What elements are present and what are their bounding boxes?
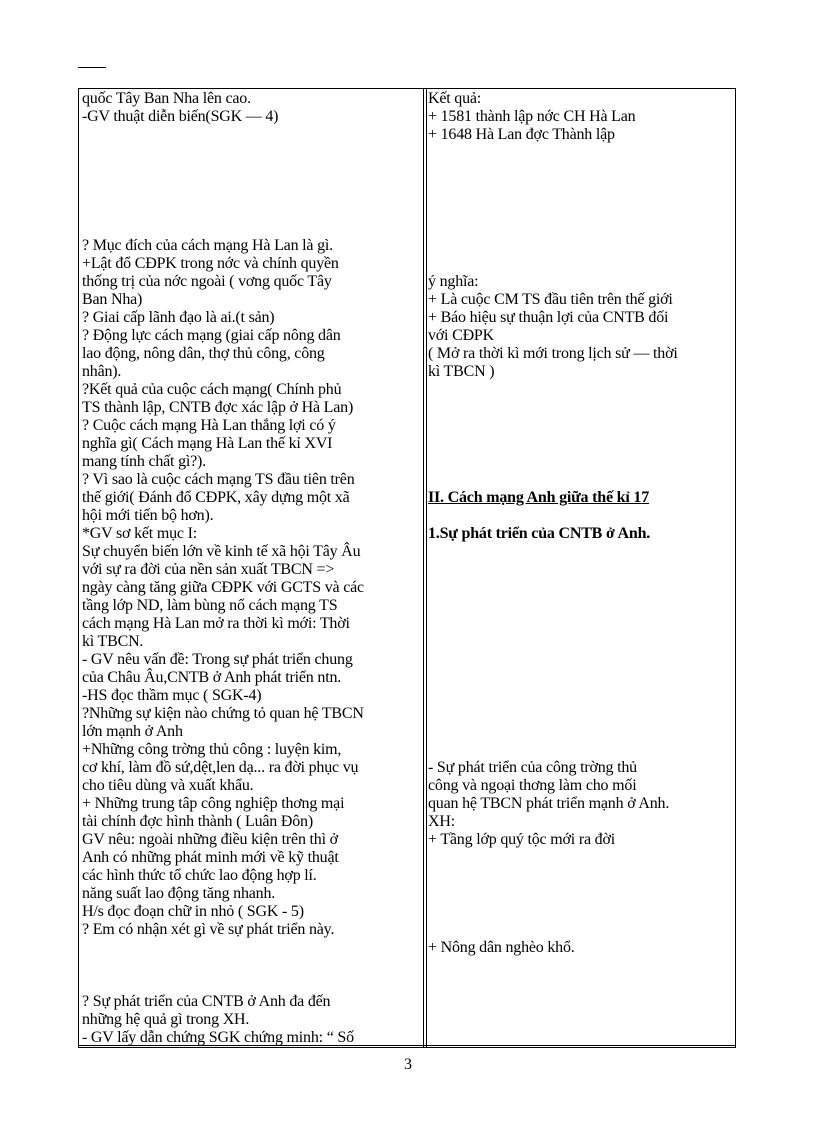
left-line: tầng lớp ND, làm bùng nổ cách mạng TS xyxy=(82,597,338,614)
peasant-line: + Nông dân nghèo khổ. xyxy=(428,939,575,956)
development-line: - Sự phát triển của công trờng thủ xyxy=(428,759,637,776)
left-line: thế giới( Đánh đổ CĐPK, xây dựng một xã xyxy=(82,489,350,506)
left-line: những hệ quả gì trong XH. xyxy=(82,1011,250,1028)
meaning-line: với CĐPK xyxy=(428,327,494,344)
left-line: nhân). xyxy=(82,363,122,380)
left-line: GV nêu: ngoài những điều kiện trên thì ở xyxy=(82,831,338,848)
result-item: + 1581 thành lập nớc CH Hà Lan xyxy=(428,108,636,125)
left-line: ngày càng tăng giữa CĐPK với GCTS và các xyxy=(82,579,364,596)
left-line: của Châu Âu,CNTB ở Anh phát triển ntn. xyxy=(82,669,342,686)
column-divider xyxy=(423,88,424,1048)
development-line: quan hệ TBCN phát triển mạnh ở Anh. xyxy=(428,795,670,812)
left-line: mang tính chất gì?). xyxy=(82,453,206,470)
left-line: Ban Nha) xyxy=(82,291,143,308)
left-line: thống trị của nớc ngoài ( vơng quốc Tây xyxy=(82,273,332,290)
left-line: năng suất lao động tăng nhanh. xyxy=(82,885,276,902)
left-line: TS thành lập, CNTB đợc xác lập ở Hà Lan) xyxy=(82,399,354,416)
development-line: XH: xyxy=(428,813,455,830)
meaning-line: ( Mở ra thời kì mới trong lịch sử — thời xyxy=(428,345,678,362)
meaning-line: kì TBCN ) xyxy=(428,363,495,380)
left-line: ? Giai cấp lãnh đạo là ai.(t sản) xyxy=(82,309,275,326)
header-rule xyxy=(78,67,106,68)
left-line: ? Vì sao là cuộc cách mạng TS đầu tiên trên xyxy=(82,471,355,488)
left-line: + Những trung tâp công nghiệp thơng mại xyxy=(82,795,345,812)
left-line: Anh có những phát minh mới về kỹ thuật xyxy=(82,849,339,866)
left-line: H/s đọc đoạn chữ in nhỏ ( SGK - 5) xyxy=(82,903,304,920)
column-divider xyxy=(426,88,427,1048)
result-item: + 1648 Hà Lan đợc Thành lập xyxy=(428,126,615,143)
left-line: ? Cuộc cách mạng Hà Lan thắng lợi có ý xyxy=(82,417,336,434)
left-line: nghĩa gì( Cách mạng Hà Lan thế kỉ XVI xyxy=(82,435,333,452)
meaning-line: ý nghĩa: xyxy=(428,273,479,290)
left-line: ? Động lực cách mạng (giai cấp nông dân xyxy=(82,327,341,344)
left-line: lao động, nông dân, thợ thủ công, công xyxy=(82,345,325,362)
left-line: cách mạng Hà Lan mở ra thời kì mới: Thời xyxy=(82,615,350,632)
left-line: - GV nêu vấn đề: Trong sự phát triển chung xyxy=(82,651,353,668)
section-heading: II. Cách mạng Anh giữa thế kỉ 17 xyxy=(428,489,650,506)
left-line: lớn mạnh ở Anh xyxy=(82,723,183,740)
left-line: với sự ra đời của nền sản xuất TBCN => xyxy=(82,561,335,578)
left-line: ? Em có nhận xét gì về sự phát triển này. xyxy=(82,921,335,938)
left-line: ? Mục đích của cách mạng Hà Lan là gì. xyxy=(82,237,333,254)
left-line: cơ khí, làm đồ sứ,dệt,len dạ... ra đời phục vụ xyxy=(82,759,359,776)
left-line: hội mới tiến bộ hơn). xyxy=(82,507,214,524)
left-line: ?Kết quả của cuộc cách mạng( Chính phủ xyxy=(82,381,342,398)
meaning-line: + Báo hiệu sự thuận lợi của CNTB đối xyxy=(428,309,669,326)
left-line: Sự chuyển biến lớn về kinh tế xã hội Tây Âu xyxy=(82,543,361,560)
left-line: -HS đọc thầm mục ( SGK-4) xyxy=(82,687,262,704)
development-line: + Tầng lớp quý tộc mới ra đời xyxy=(428,831,615,848)
left-line: ?Những sự kiện nào chứng tỏ quan hệ TBCN xyxy=(82,705,364,722)
page-number: 3 xyxy=(404,1056,412,1073)
left-line: ? Sự phát triển của CNTB ở Anh đa đến xyxy=(82,993,331,1010)
left-line: - GV lấy dẫn chứng SGK chứng minh: “ Số xyxy=(82,1029,354,1046)
left-line: kì TBCN. xyxy=(82,633,144,650)
result-title: Kết quả: xyxy=(428,90,482,107)
left-line: quốc Tây Ban Nha lên cao. xyxy=(82,90,251,107)
meaning-line: + Là cuộc CM TS đầu tiên trên thế giới xyxy=(428,291,673,308)
left-line: các hình thức tổ chức lao động hợp lí. xyxy=(82,867,317,884)
lesson-table xyxy=(78,88,736,1048)
subsection-heading: 1.Sự phát triển của CNTB ở Anh. xyxy=(428,525,651,542)
left-line: +Lật đổ CĐPK trong nớc và chính quyền xyxy=(82,255,339,272)
left-line: +Những công trờng thủ công : luyện kim, xyxy=(82,741,342,758)
left-line: cho tiêu dùng và xuất khẩu. xyxy=(82,777,254,794)
left-line: *GV sơ kết mục I: xyxy=(82,525,197,542)
left-line: -GV thuật diễn biến(SGK — 4) xyxy=(82,108,279,125)
left-line: tài chính đợc hình thành ( Luân Đôn) xyxy=(82,813,313,830)
development-line: công và ngoại thơng làm cho mối xyxy=(428,777,637,794)
